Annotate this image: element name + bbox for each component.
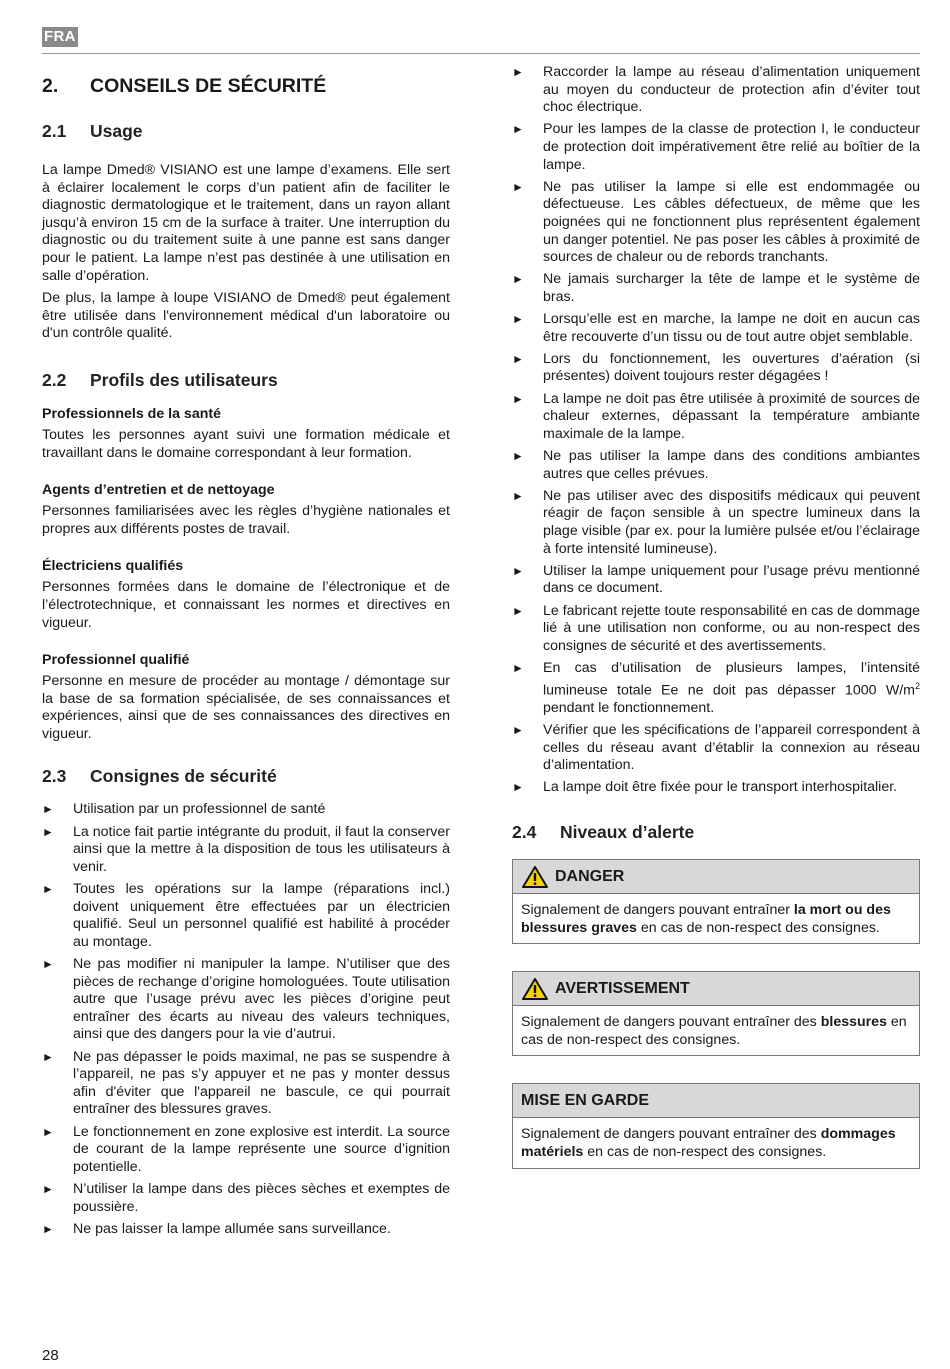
list-item: ► Utiliser la lampe uniquement pour l’usage prévu mentionné dans ce document. xyxy=(512,563,920,598)
list-item: ► La notice fait partie intégrante du produit, il faut la conserver ainsi que la mettre à la disposition de tous les utilisateurs à venir. xyxy=(42,824,450,877)
list-item: ► Vérifier que les spécifications de l’appareil correspondent à celles du réseau avant d’établir la connexion au réseau d’alimentation. xyxy=(512,722,920,775)
list-item: ► Ne jamais surcharger la tête de lampe et le système de bras. xyxy=(512,271,920,306)
list-item: ► Lorsqu’elle est en marche, la lampe ne doit en aucun cas être recouverte d’un tissu ou de tout autre objet semblable. xyxy=(512,311,920,346)
section-heading-alert-levels: 2.4 Niveaux d’alerte xyxy=(512,822,695,843)
profile-text: Personnes formées dans le domaine de l’électronique et de l’électrotechnique, et connaissant les normes et directives en vigueur. xyxy=(42,579,450,631)
list-item: ► Ne pas utiliser avec des dispositifs médicaux qui peuvent réagir de façon sensible à un spectre lumineux dans la plage visible (par ex. pour la lumière pulsée et/ou l’éclairage à forte intensité lumineuse). xyxy=(512,488,920,558)
caution-header: MISE EN GARDE xyxy=(513,1084,919,1118)
list-item: ► La lampe doit être fixée pour le transport interhospitalier. xyxy=(512,779,920,797)
list-item: ► Ne pas utiliser la lampe dans des conditions ambiantes autres que celles prévues. xyxy=(512,448,920,483)
list-item: ► Ne pas modifier ni manipuler la lampe. N’utiliser que des pièces de rechange d’origine homologuées. Toute utilisation autre que l’usage prévu avec les pièces d’origine peut entraîner des écarts au niveau des valeurs techniques, ainsi que des dangers pour la vie d’autrui. xyxy=(42,956,450,1044)
list-item: ► Utilisation par un professionnel de santé xyxy=(42,801,450,819)
safety-list-left xyxy=(42,801,450,1238)
list-item: ► Ne pas dépasser le poids maximal, ne pas se suspendre à l’appareil, ne pas s’y appuyer et ne pas y monter dessus afin d'éviter que l'appareil ne bascule, ce qui pourrait entraîner des blessures graves. xyxy=(42,1049,450,1119)
warning-triangle-icon xyxy=(521,977,549,1001)
profile-title: Électriciens qualifiés xyxy=(42,558,184,575)
profile-title: Professionnel qualifié xyxy=(42,652,190,669)
profile-title: Agents d’entretien et de nettoyage xyxy=(42,482,275,499)
list-item: ► La lampe ne doit pas être utilisée à proximité de sources de chaleur externes, dépassant la température ambiante maximale de la lampe. xyxy=(512,391,920,444)
list-item: ► Ne pas utiliser la lampe si elle est endommagée ou défectueuse. Les câbles défectueux, de même que les poignées qui ne fonctionnent plus représentent également un danger potentiel. Ne pas poser les câbles à proximité de sources de chaleur ou de rebords tranchants. xyxy=(512,179,920,267)
page-number: 28 xyxy=(42,1347,59,1364)
list-item: ► Pour les lampes de la classe de protection I, le conducteur de protection doit impérativement être relié au boîtier de la lampe. xyxy=(512,121,920,174)
profile-text: Personne en mesure de procéder au montage / démontage sur la base de sa formation spécialisée, de ses connaissances et expériences, ainsi que de ses connaissances des directives en vigueur. xyxy=(42,673,450,742)
usage-paragraph: La lampe Dmed® VISIANO est une lampe d’examens. Elle sert à éclairer localement le corps d’un patient afin de faciliter le diagnostic dermatologique et le traitement, dans un rayon allant jusqu’à environ 15 cm de la surface à traiter. Une interruption du diagnostic ou du traitement suite à une panne est sans danger pour le patient. La lampe n’est pas destinée à une utilisation en salle d’opération. xyxy=(42,162,450,284)
language-badge: FRA xyxy=(44,28,76,45)
section-heading-user-profiles: 2.2 Profils des utilisateurs xyxy=(42,369,278,390)
danger-header: DANGER xyxy=(513,860,919,894)
profile-title: Professionnels de la santé xyxy=(42,405,221,422)
warning-header: AVERTISSEMENT xyxy=(513,972,919,1006)
list-item: ► En cas d’utilisation de plusieurs lampes, l’intensité lumineuse totale Ee ne doit pas dépasser 1000 $W/m^2$ pendant le fonctionnement. xyxy=(512,660,920,718)
caution-box xyxy=(512,1083,920,1168)
usage-paragraph: De plus, la lampe à loupe VISIANO de Dmed® peut également être utilisée dans l'environnement médical d'un laboratoire ou d'un contrôle qualité. xyxy=(42,290,450,342)
caution-text: Signalement de dangers pouvant entraîner des dommages matériels en cas de non-respect des consignes. xyxy=(521,1126,896,1160)
section-heading-safety: 2.3 Consignes de sécurité xyxy=(42,766,277,787)
header-rule xyxy=(42,53,920,54)
chapter-heading: 2. CONSEILS DE SÉCURITÉ xyxy=(42,75,327,97)
right-column xyxy=(512,64,920,1196)
warning-text: Signalement de dangers pouvant entraîner des blessures en cas de non-respect des consignes. xyxy=(521,1014,907,1048)
left-column xyxy=(42,60,450,1243)
danger-box xyxy=(512,859,920,944)
list-item: ► Raccorder la lampe au réseau d’alimentation uniquement au moyen du conducteur de protection afin d’éviter tout choc électrique. xyxy=(512,64,920,117)
list-item: ► Le fonctionnement en zone explosive est interdit. La source de courant de la lampe représente une source d’ignition potentielle. xyxy=(42,1124,450,1177)
section-heading-usage: 2.1 Usage xyxy=(42,121,143,141)
safety-list-right xyxy=(512,64,920,797)
warning-box xyxy=(512,971,920,1056)
list-item: ► Toutes les opérations sur la lampe (réparations incl.) doivent uniquement être effectuées par un électricien qualifié. Seul un personnel qualifié est habilité à procéder au montage. xyxy=(42,881,450,951)
danger-text: Signalement de dangers pouvant entraîner la mort ou des blessures graves en cas de non-respect des consignes. xyxy=(521,902,891,936)
profile-text: Toutes les personnes ayant suivi une formation médicale et travaillant dans le domaine correspondant à leur formation. xyxy=(42,426,450,461)
warning-triangle-icon xyxy=(521,865,549,889)
list-item: ► Ne pas laisser la lampe allumée sans surveillance. xyxy=(42,1221,450,1239)
list-item: ► Lors du fonctionnement, les ouvertures d’aération (si présentes) doivent toujours rester dégagées ! xyxy=(512,351,920,386)
list-item: ► Le fabricant rejette toute responsabilité en cas de dommage lié à une utilisation non conforme, ou au non-respect des consignes de sécurité et des avertissements. xyxy=(512,603,920,656)
list-item: ► N’utiliser la lampe dans des pièces sèches et exemptes de poussière. xyxy=(42,1181,450,1216)
profile-text: Personnes familiarisées avec les règles d’hygiène nationales et propres aux différents postes de travail. xyxy=(42,503,450,537)
